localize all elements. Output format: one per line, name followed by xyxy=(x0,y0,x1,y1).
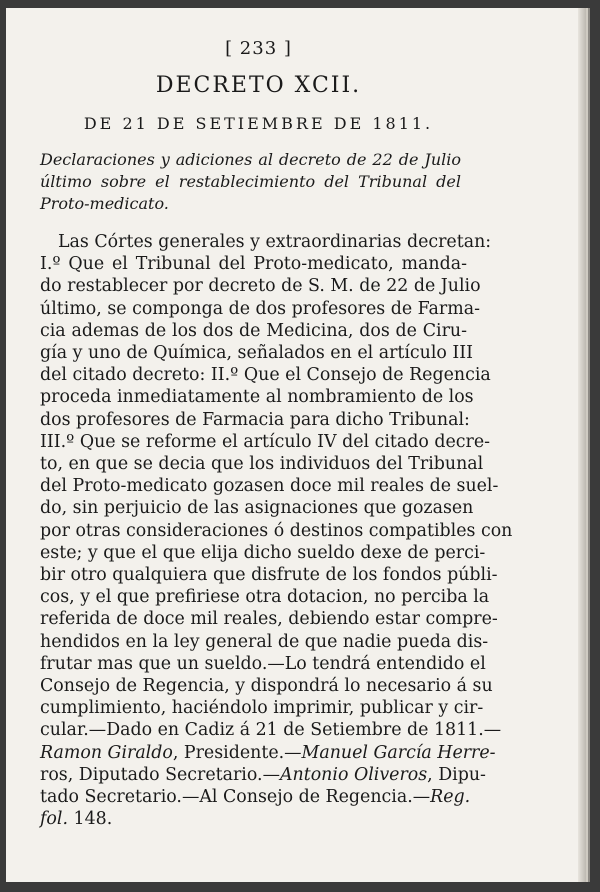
body-line: do restablecer por decreto de S. M. de 22 de Julio xyxy=(40,276,481,297)
body-line: del Proto-medicato gozasen doce mil reales de suel- xyxy=(40,476,499,497)
signature-line xyxy=(40,764,486,786)
body-line: cia ademas de los dos de Medicina, dos de Ciru- xyxy=(40,320,467,341)
signature-text: tado Secretario.—Al Consejo de Regencia.— xyxy=(40,787,431,808)
body-line: proceda inmediatamente al nombramiento de los xyxy=(40,387,474,408)
signature-ref: fol. xyxy=(40,809,68,830)
body-line: cular.—Dado en Cadiz á 21 de Setiembre de 1811.— xyxy=(40,720,502,741)
body-line: III.º Que se reforme el artículo IV del citado decre- xyxy=(40,431,491,452)
body-line: bir otro qualquiera que disfrute de los fondos públi- xyxy=(40,565,498,586)
body-line: Las Córtes generales y extraordinarias decretan: xyxy=(58,232,492,252)
body-line: del citado decreto: II.º Que el Consejo de Regencia xyxy=(40,365,491,386)
body-line: do, sin perjuicio de las asignaciones que gozasen xyxy=(40,498,474,519)
body-line: gía y uno de Química, señalados en el artículo III xyxy=(40,343,474,364)
page-text-block xyxy=(40,38,513,830)
body-line: dos profesores de Farmacia para dicho Tribunal: xyxy=(40,409,470,430)
signature-text: 148. xyxy=(68,809,113,830)
body-line: referida de doce mil reales, debiendo estar compre- xyxy=(40,609,498,630)
signature-name: Ramon Giraldo xyxy=(40,742,173,763)
body-line: Consejo de Regencia, y dispondrá lo necesario á su xyxy=(40,676,493,697)
signature-line xyxy=(40,742,496,764)
body-line: frutar mas que un sueldo.—Lo tendrá entendido el xyxy=(40,653,486,674)
body-line: este; y que el que elija dicho sueldo dexe de perci- xyxy=(40,542,486,563)
signature-text: ros, Diputado Secretario.— xyxy=(40,764,280,785)
signature-text: , Presidente.— xyxy=(172,742,302,763)
decree-body xyxy=(40,231,513,830)
body-line: último, se componga de dos profesores de Farma- xyxy=(40,298,480,319)
body-line: to, en que se decia que los individuos del Tribunal xyxy=(40,454,484,475)
signature-text: , Dipu- xyxy=(427,764,486,785)
body-line: hendidos en la ley general de que nadie pueda dis- xyxy=(40,631,489,652)
signature-ref: Reg. xyxy=(430,787,471,808)
page-number: [ 233 ] xyxy=(225,38,292,59)
signature-line xyxy=(40,808,467,830)
body-line: por otras consideraciones ó destinos compatibles con xyxy=(40,520,513,541)
decree-date: DE 21 DE SETIEMBRE DE 1811. xyxy=(83,114,434,133)
body-line: I.º Que el Tribunal del Proto-medicato, manda- xyxy=(40,254,467,275)
decree-summary: Declaraciones y adiciones al decreto de 22 de Julio último sobre el restablecimiento del Tribunal del Proto-medicato. xyxy=(40,150,461,213)
body-line: cos, y el que prefiriese otra dotacion, no perciba la xyxy=(40,587,490,608)
book-page xyxy=(6,8,586,882)
signature-name: Antonio Oliveros xyxy=(279,764,428,785)
signature-name: Manuel García Herre- xyxy=(301,742,496,763)
page-edge xyxy=(578,8,586,882)
body-line: cumplimiento, haciéndolo imprimir, publicar y cir- xyxy=(40,698,484,719)
decree-title: DECRETO XCII. xyxy=(155,73,362,98)
signature-line xyxy=(40,786,471,808)
